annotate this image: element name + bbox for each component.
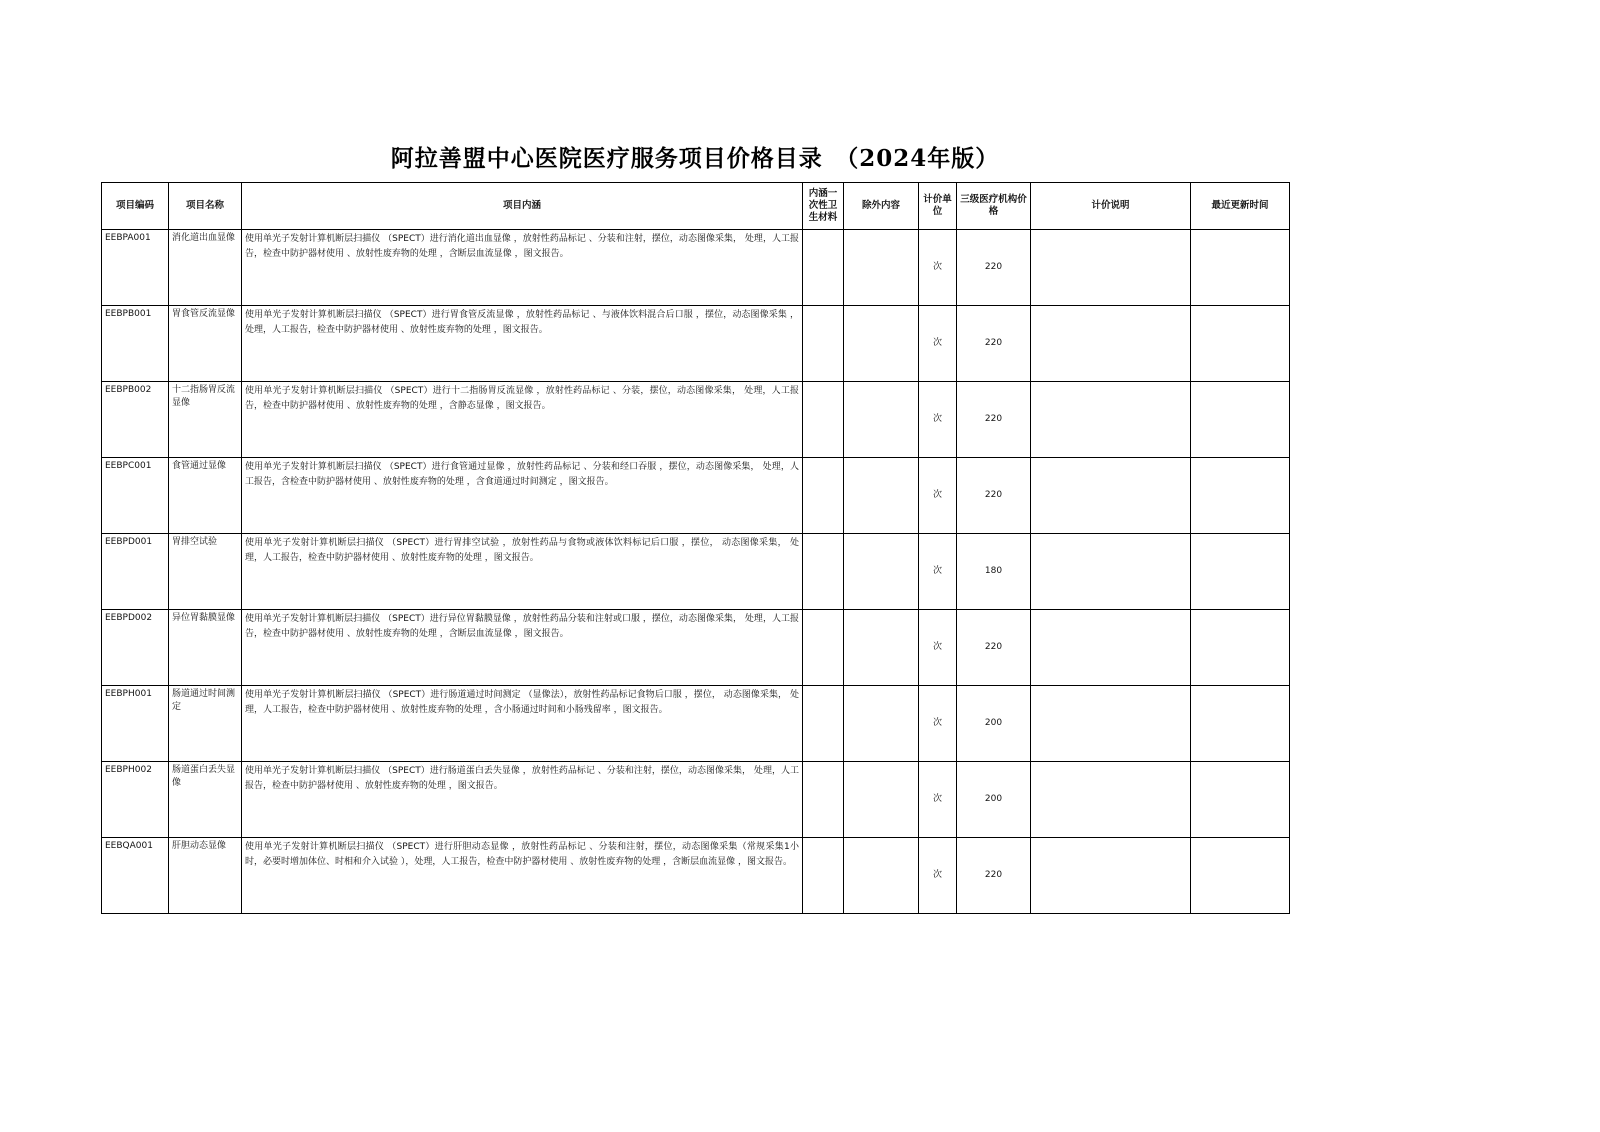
cell-pricing_note [1031, 230, 1191, 306]
cell-exclusion [844, 762, 919, 838]
cell-material [803, 306, 844, 382]
cell-code: EEBPH001 [102, 686, 169, 762]
cell-exclusion [844, 382, 919, 458]
cell-code: EEBPC001 [102, 458, 169, 534]
cell-content: 使用单光子发射计算机断层扫描仪 （SPECT）进行胃食管反流显像 ，放射性药品标记 、与液体饮料混合后口服 ，摆位，动态图像采集 ，处理，人工报告，检查中防护器材使用 、放射性废弃物的处理 ，图文报告。 [242, 306, 803, 382]
header-pricing-note: 计价说明 [1031, 183, 1191, 230]
cell-price: 220 [957, 382, 1031, 458]
cell-code: EEBPB001 [102, 306, 169, 382]
table-row [102, 686, 1290, 762]
cell-name: 食管通过显像 [169, 458, 242, 534]
cell-pricing_note [1031, 610, 1191, 686]
table-body [102, 230, 1290, 914]
cell-material [803, 686, 844, 762]
cell-name: 十二指肠胃反流显像 [169, 382, 242, 458]
cell-price: 220 [957, 610, 1031, 686]
cell-material [803, 610, 844, 686]
cell-unit: 次 [919, 230, 957, 306]
cell-price: 220 [957, 230, 1031, 306]
cell-updated [1191, 610, 1290, 686]
header-last-updated: 最近更新时间 [1191, 183, 1290, 230]
cell-material [803, 230, 844, 306]
cell-price: 200 [957, 762, 1031, 838]
header-unit: 计价单位 [919, 183, 957, 230]
cell-unit: 次 [919, 610, 957, 686]
cell-price: 220 [957, 306, 1031, 382]
header-material: 内涵一次性卫生材料 [803, 183, 844, 230]
cell-content: 使用单光子发射计算机断层扫描仪 （SPECT）进行十二指肠胃反流显像 ，放射性药品标记 、分装，摆位，动态图像采集， 处理，人工报告，检查中防护器材使用 、放射性废弃物的处理 ，含静态显像 ，图文报告。 [242, 382, 803, 458]
cell-unit: 次 [919, 382, 957, 458]
cell-updated [1191, 838, 1290, 914]
cell-updated [1191, 382, 1290, 458]
cell-code: EEBPD002 [102, 610, 169, 686]
cell-exclusion [844, 534, 919, 610]
cell-updated [1191, 762, 1290, 838]
cell-updated [1191, 686, 1290, 762]
cell-pricing_note [1031, 534, 1191, 610]
cell-exclusion [844, 230, 919, 306]
cell-material [803, 838, 844, 914]
cell-name: 异位胃黏膜显像 [169, 610, 242, 686]
cell-unit: 次 [919, 534, 957, 610]
cell-code: EEBPB002 [102, 382, 169, 458]
cell-code: EEBPD001 [102, 534, 169, 610]
cell-name: 肠道蛋白丢失显像 [169, 762, 242, 838]
cell-unit: 次 [919, 306, 957, 382]
cell-unit: 次 [919, 838, 957, 914]
table-row [102, 458, 1290, 534]
cell-pricing_note [1031, 306, 1191, 382]
cell-material [803, 534, 844, 610]
cell-unit: 次 [919, 762, 957, 838]
cell-content: 使用单光子发射计算机断层扫描仪 （SPECT）进行食管通过显像 ，放射性药品标记 、分装和经口吞服 ，摆位，动态图像采集， 处理，人工报告，含检查中防护器材使用 、放射性废弃物的处理 ，含食道通过时间测定 ，图文报告。 [242, 458, 803, 534]
cell-price: 200 [957, 686, 1031, 762]
header-item-code: 项目编码 [102, 183, 169, 230]
header-item-name: 项目名称 [169, 183, 242, 230]
cell-material [803, 382, 844, 458]
cell-material [803, 458, 844, 534]
cell-unit: 次 [919, 686, 957, 762]
cell-price: 180 [957, 534, 1031, 610]
header-exclusion: 除外内容 [844, 183, 919, 230]
cell-exclusion [844, 458, 919, 534]
cell-pricing_note [1031, 458, 1191, 534]
table-row [102, 230, 1290, 306]
table-row [102, 762, 1290, 838]
cell-code: EEBQA001 [102, 838, 169, 914]
table-row [102, 610, 1290, 686]
cell-updated [1191, 230, 1290, 306]
table-row [102, 838, 1290, 914]
cell-material [803, 762, 844, 838]
cell-pricing_note [1031, 686, 1191, 762]
cell-exclusion [844, 610, 919, 686]
cell-updated [1191, 534, 1290, 610]
cell-content: 使用单光子发射计算机断层扫描仪 （SPECT）进行异位胃黏膜显像 ，放射性药品分装和注射或口服 ，摆位，动态图像采集， 处理，人工报告，检查中防护器材使用 、放射性废弃物的处理 ，含断层血流显像 ，图文报告。 [242, 610, 803, 686]
cell-name: 胃食管反流显像 [169, 306, 242, 382]
cell-content: 使用单光子发射计算机断层扫描仪 （SPECT）进行消化道出血显像 ，放射性药品标记 、分装和注射，摆位，动态图像采集， 处理，人工报告，检查中防护器材使用 、放射性废弃物的处理 ，含断层血流显像 ，图文报告。 [242, 230, 803, 306]
cell-code: EEBPH002 [102, 762, 169, 838]
cell-exclusion [844, 838, 919, 914]
cell-exclusion [844, 686, 919, 762]
cell-pricing_note [1031, 762, 1191, 838]
header-item-content: 项目内涵 [242, 183, 803, 230]
cell-name: 肝胆动态显像 [169, 838, 242, 914]
cell-exclusion [844, 306, 919, 382]
cell-price: 220 [957, 458, 1031, 534]
cell-content: 使用单光子发射计算机断层扫描仪 （SPECT）进行胃排空试验 ，放射性药品与食物或液体饮料标记后口服 ，摆位， 动态图像采集， 处理，人工报告，检查中防护器材使用 、放射性废弃物的处理 ，图文报告。 [242, 534, 803, 610]
cell-name: 胃排空试验 [169, 534, 242, 610]
cell-updated [1191, 458, 1290, 534]
header-tier3-price: 三级医疗机构价格 [957, 183, 1031, 230]
header-row [102, 183, 1290, 230]
cell-name: 肠道通过时间测定 [169, 686, 242, 762]
table-row [102, 306, 1290, 382]
cell-pricing_note [1031, 382, 1191, 458]
page-title: 阿拉善盟中心医院医疗服务项目价格目录 （2024年版） [390, 145, 1000, 172]
cell-content: 使用单光子发射计算机断层扫描仪 （SPECT）进行肝胆动态显像 ，放射性药品标记 、分装和注射，摆位，动态图像采集（常规采集1小时，必要时增加体位、时相和介入试验 ），处理，人工报告，检查中防护器材使用 、放射性废弃物的处理 ，含断层血流显像 ，图文报告。 [242, 838, 803, 914]
cell-updated [1191, 306, 1290, 382]
price-table [101, 182, 1290, 914]
cell-unit: 次 [919, 458, 957, 534]
cell-content: 使用单光子发射计算机断层扫描仪 （SPECT）进行肠道蛋白丢失显像 ，放射性药品标记 、分装和注射，摆位，动态图像采集， 处理，人工报告，检查中防护器材使用 、放射性废弃物的处理 ，图文报告。 [242, 762, 803, 838]
cell-content: 使用单光子发射计算机断层扫描仪 （SPECT）进行肠道通过时间测定 （显像法），放射性药品标记食物后口服 ，摆位， 动态图像采集， 处理，人工报告，检查中防护器材使用 、放射性废弃物的处理 ，含小肠通过时间和小肠残留率 ，图文报告。 [242, 686, 803, 762]
cell-code: EEBPA001 [102, 230, 169, 306]
table-row [102, 534, 1290, 610]
table-header [102, 183, 1290, 230]
table-row [102, 382, 1290, 458]
cell-name: 消化道出血显像 [169, 230, 242, 306]
cell-price: 220 [957, 838, 1031, 914]
cell-pricing_note [1031, 838, 1191, 914]
